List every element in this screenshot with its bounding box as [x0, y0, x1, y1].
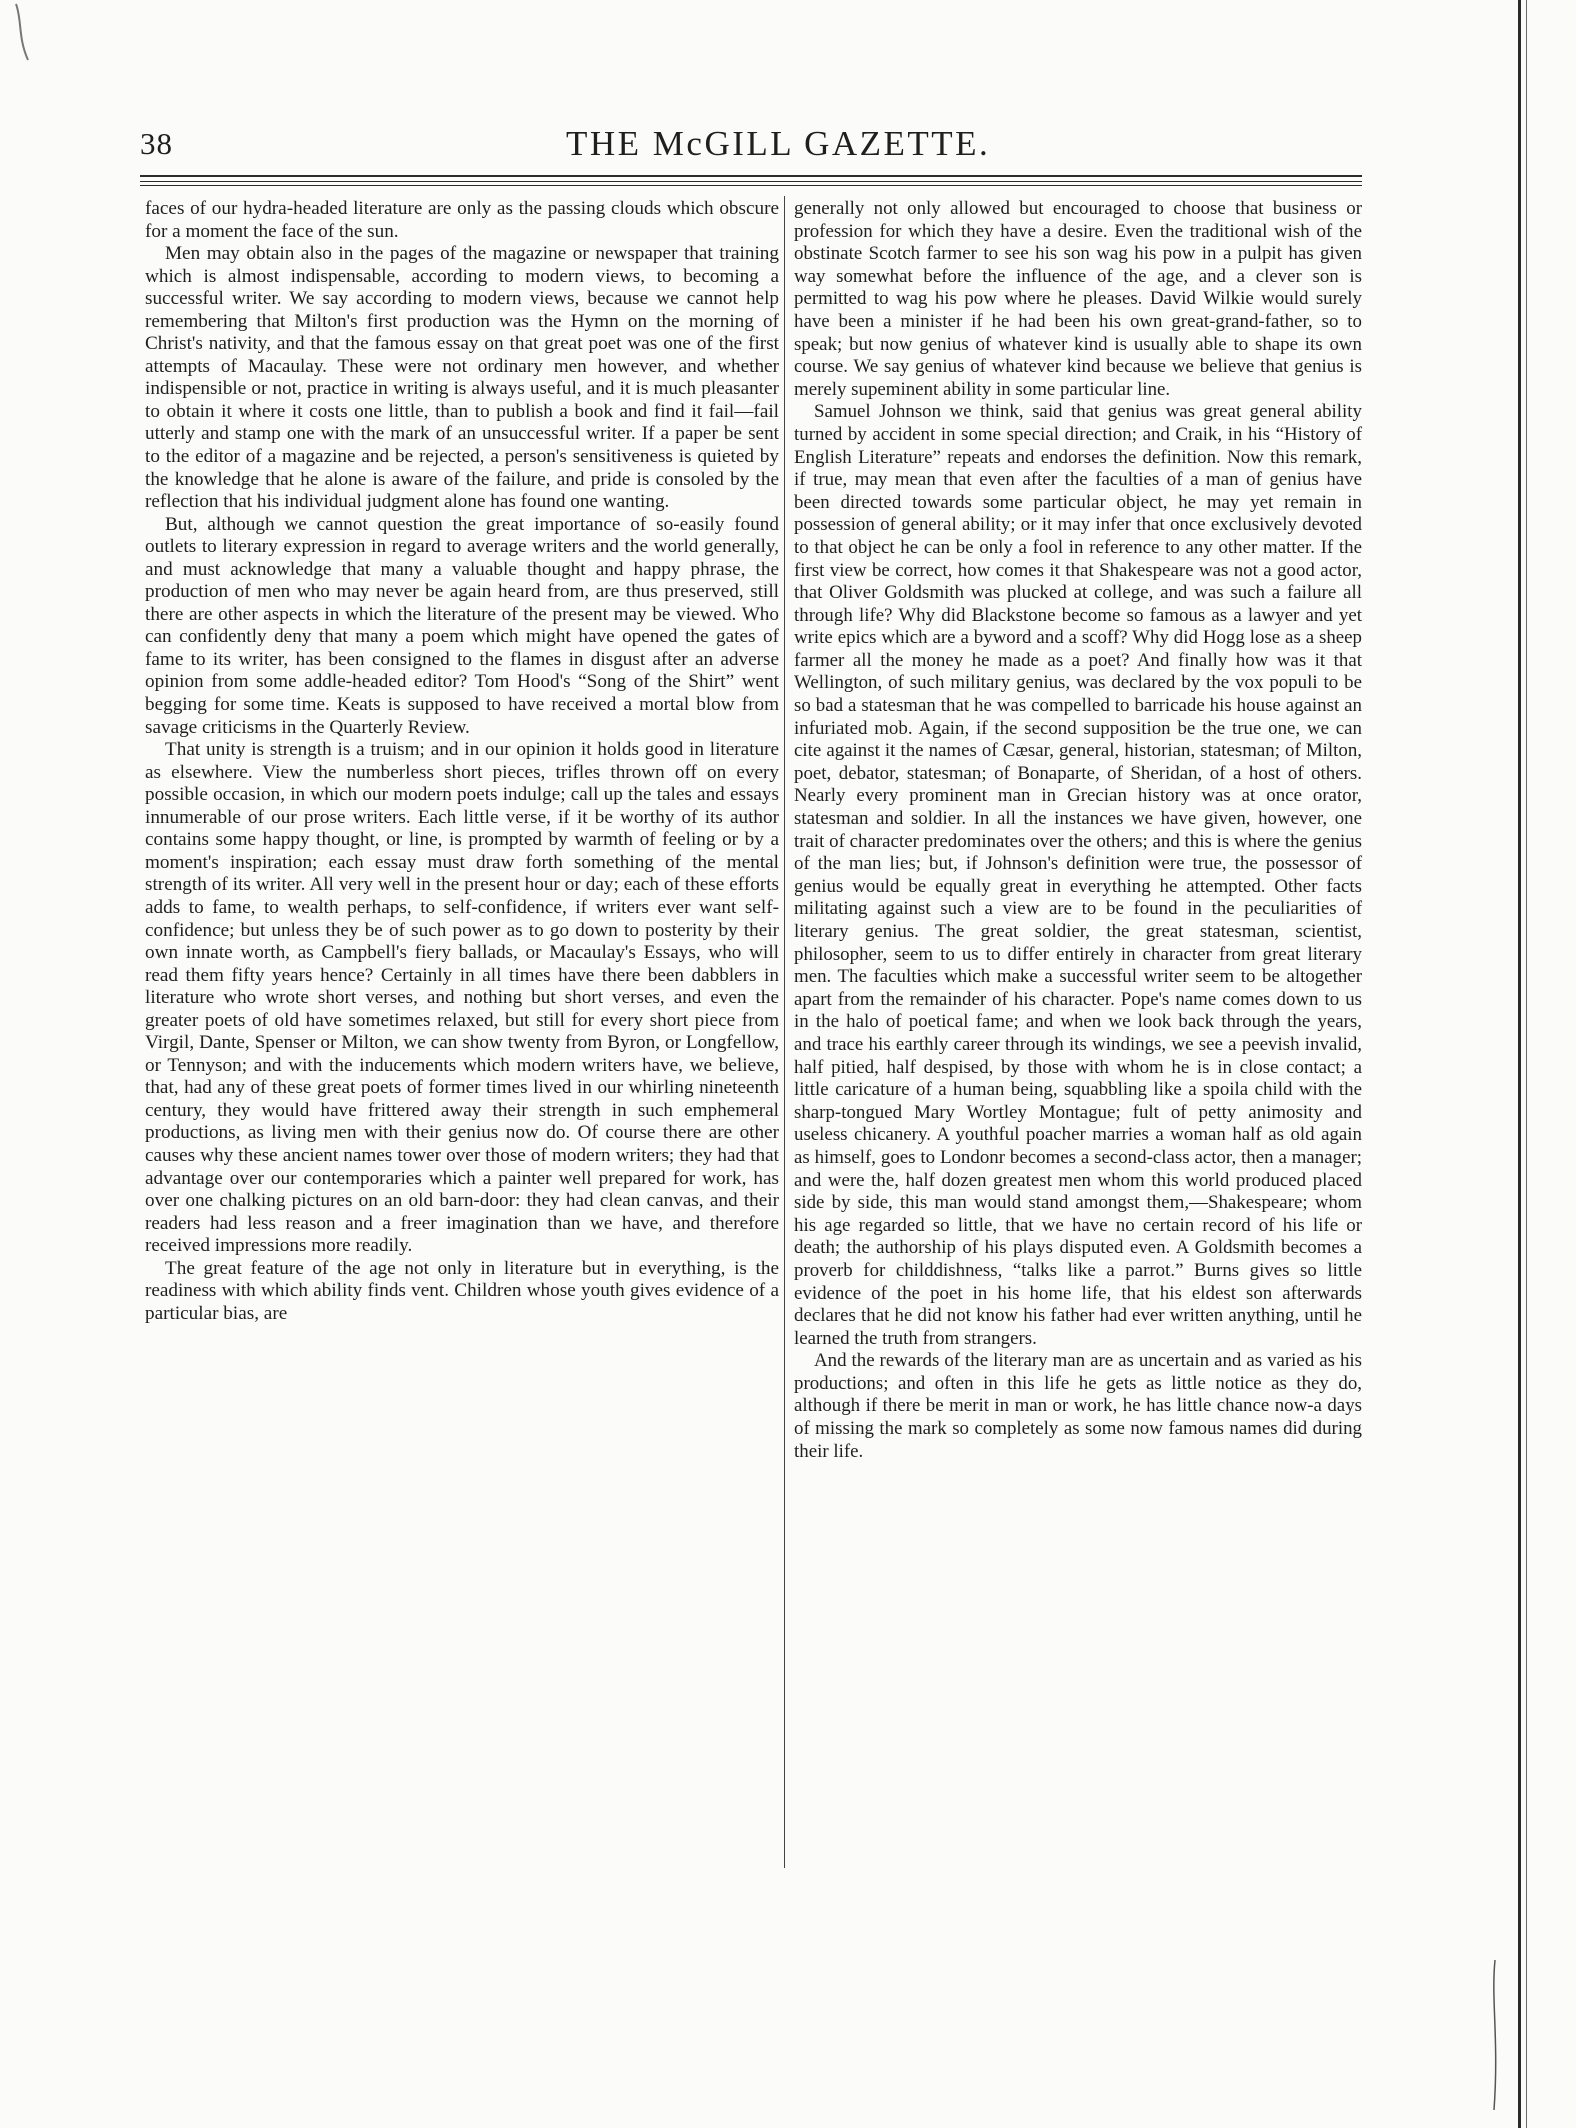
paragraph: generally not only allowed but encouraged to choose that business or profession for which they have a desire. Even the traditional wish of the obstinate Scotch farmer to see his son wag his pow in a pulpit has given way somewhat before the influence of the age, and a clever son is permitted to wag his pow where he pleases. David Wilkie would surely have been a minister if he had been his own great-grand-father, so to speak; but now genius of whatever kind is usually able to shape its own course. We say genius of whatever kind because we believe that genius is merely supeminent ability in some particular line.: [794, 198, 1362, 400]
column-divider: [784, 196, 785, 1868]
page-number: 38: [140, 126, 173, 161]
corner-mark: [8, 0, 44, 70]
paragraph: Men may obtain also in the pages of the magazine or newspaper that training which is almost indispensable, according to modern views, to becoming a successful writer. We say according to modern views, because we cannot help remembering that Milton's first production was the Hymn on the morning of Christ's nativity, and that the famous essay on that great poet was one of the first attempts of Macaulay. These were not ordinary men however, and whether indispensible or not, practice in writing is always useful, and it is much pleasanter to obtain it where it costs one little, than to publish a book and find it fail—fail utterly and stamp one with the mark of an unsuccessful writer. If a paper be sent to the editor of a magazine and be rejected, a person's sensitiveness is quieted by the knowledge that he alone is aware of the failure, and pride is consoled by the reflection that his individual judgment alone has found one wanting.: [145, 243, 779, 513]
paragraph: Samuel Johnson we think, said that genius was great general ability turned by accident in some special direction; and Craik, in his “History of English Literature” repeats and endorses the definition. Now this remark, if true, may mean that even after the faculties of a man of genius have been directed towards some particular object, he may yet remain in possession of general ability; or it may infer that once exclusively devoted to that object he can be only a fool in reference to any other matter. If the first view be correct, how comes it that Shakespeare was not a good actor, that Oliver Goldsmith was plucked at college, and was such a failure all through life? Why did Blackstone become so famous as a lawyer and yet write epics which are a byword and a scoff? Why did Hogg lose as a sheep farmer all the money he made as a poet? And finally how was it that Wellington, of such military genius, was declared by the vox populi to be so bad a statesman that he was compelled to barricade his house against an infuriated mob. Again, if the second supposition be the true one, we can cite against it the names of Cæsar, general, historian, statesman; of Milton, poet, debator, statesman; of Bonaparte, of Sheridan, of a host of others. Nearly every prominent man in Grecian history was at once orator, statesman and soldier. In all the instances we have given, however, one trait of character predominates over the others; and this is where the genius of the man lies; but, if Johnson's definition were true, the possessor of genius would be equally great in everything he attempted. Other facts militating against such a view are to be found in the peculiarities of literary genius. The great soldier, the great statesman, scientist, philosopher, seem to us to differ entirely in character from great literary men. The faculties which make a successful writer seem to be altogether apart from the remainder of his character. Pope's name comes down to us in the halo of poetical fame; and when we look back through the years, and trace his earthly career through its windings, we see a peevish invalid, half pitied, half despised, by those with whom he is in close contact; a little caricature of a human being, squabbling like a spoila child with the sharp-tongued Mary Wortley Montague; fult of petty animosity and useless chicanery. A youthful poacher marries a woman half as old again as himself, goes to Londonr becomes a second-class actor, then a manager; and were the, half dozen greatest men whom this world produced placed side by side, this man would stand amongst them,—Shakespeare; whom his age regarded so little, that we have no certain record of his life or death; the authorship of his plays disputed even. A Goldsmith becomes a proverb for childdishness, “talks like a parrot.” Burns gives so little evidence of the poet in his home life, that his eldest son afterwards declares that he did not know his father had ever written anything, until he learned the truth from strangers.: [794, 401, 1362, 1349]
header-rule: [140, 175, 1362, 177]
paragraph: And the rewards of the literary man are as uncertain and as varied as his productions; and often in this life he gets as little notice as they do, although if there be merit in man or work, he has little chance now-a days of missing the mark so completely as some now famous names did during their life.: [794, 1350, 1362, 1462]
paragraph: That unity is strength is a truism; and in our opinion it holds good in literature as elsewhere. View the numberless short pieces, trifles thrown off on every possible occasion, in which our modern poets indulge; call up the tales and essays innumerable of our prose writers. Each little verse, if it be worthy of its author contains some happy thought, or line, is prompted by warmth of feeling or by a moment's inspiration; each essay must draw forth something of the mental strength of its writer. All very well in the present hour or day; each of these efforts adds to fame, to wealth perhaps, to self-confidence, if writers ever want self-confidence; but unless they be of such power as to go down to posterity by their own innate worth, as Campbell's fiery ballads, or Macaulay's Essays, who will read them fifty years hence? Certainly in all times have there been dabblers in literature who wrote short verses, and nothing but short verses, and even the greater poets of old have sometimes relaxed, but still for every short piece from Virgil, Dante, Spenser or Milton, we can show twenty from Byron, or Longfellow, or Tennyson; and with the inducements which modern writers have, we believe, that, had any of these great poets of former times lived in our whirling nineteenth century, they would have frittered away their strength in such emphemeral productions, as living men with their genius now do. Of course there are other causes why these ancient names tower over those of modern writers; they had that advantage over our contemporaries which a painter well prepared for work, has over one chalking pictures on an old barn-door: they had clean canvas, and their readers had less reason and a freer imagination than we have, and therefore received impressions more readily.: [145, 739, 779, 1257]
margin-scratch-mark: [1488, 1960, 1502, 2110]
page-edge-line-inner: [1526, 0, 1527, 2128]
header-rule: [140, 181, 1362, 182]
paragraph: The great feature of the age not only in literature but in everything, is the readiness with which ability finds vent. Children whose youth gives evidence of a particular bias, are: [145, 1257, 779, 1324]
paragraph: But, although we cannot question the great importance of so-easily found outlets to literary expression in regard to average writers and the world generally, and must acknowledge that many a valuable thought and happy phrase, the production of men who may never be again heard from, are thus preserved, still there are other aspects in which the literature of the present may be viewed. Who can confidently deny that many a poem which might have opened the gates of fame to its writer, has been consigned to the flames in disgust after an adverse opinion from some addle-headed editor? Tom Hood's “Song of the Shirt” went begging for some time. Keats is supposed to have received a mortal blow from savage criticisms in the Quarterly Review.: [145, 513, 779, 738]
paragraph: faces of our hydra-headed literature are only as the passing clouds which obscure for a moment the face of the sun.: [145, 198, 779, 242]
page-header: [140, 126, 1362, 166]
publication-title: THE McGILL GAZETTE.: [566, 124, 991, 163]
article-left-column: [145, 198, 779, 1325]
header-rule: [140, 185, 1362, 186]
article-right-column: [794, 198, 1362, 1463]
page-edge-line: [1518, 0, 1521, 2128]
